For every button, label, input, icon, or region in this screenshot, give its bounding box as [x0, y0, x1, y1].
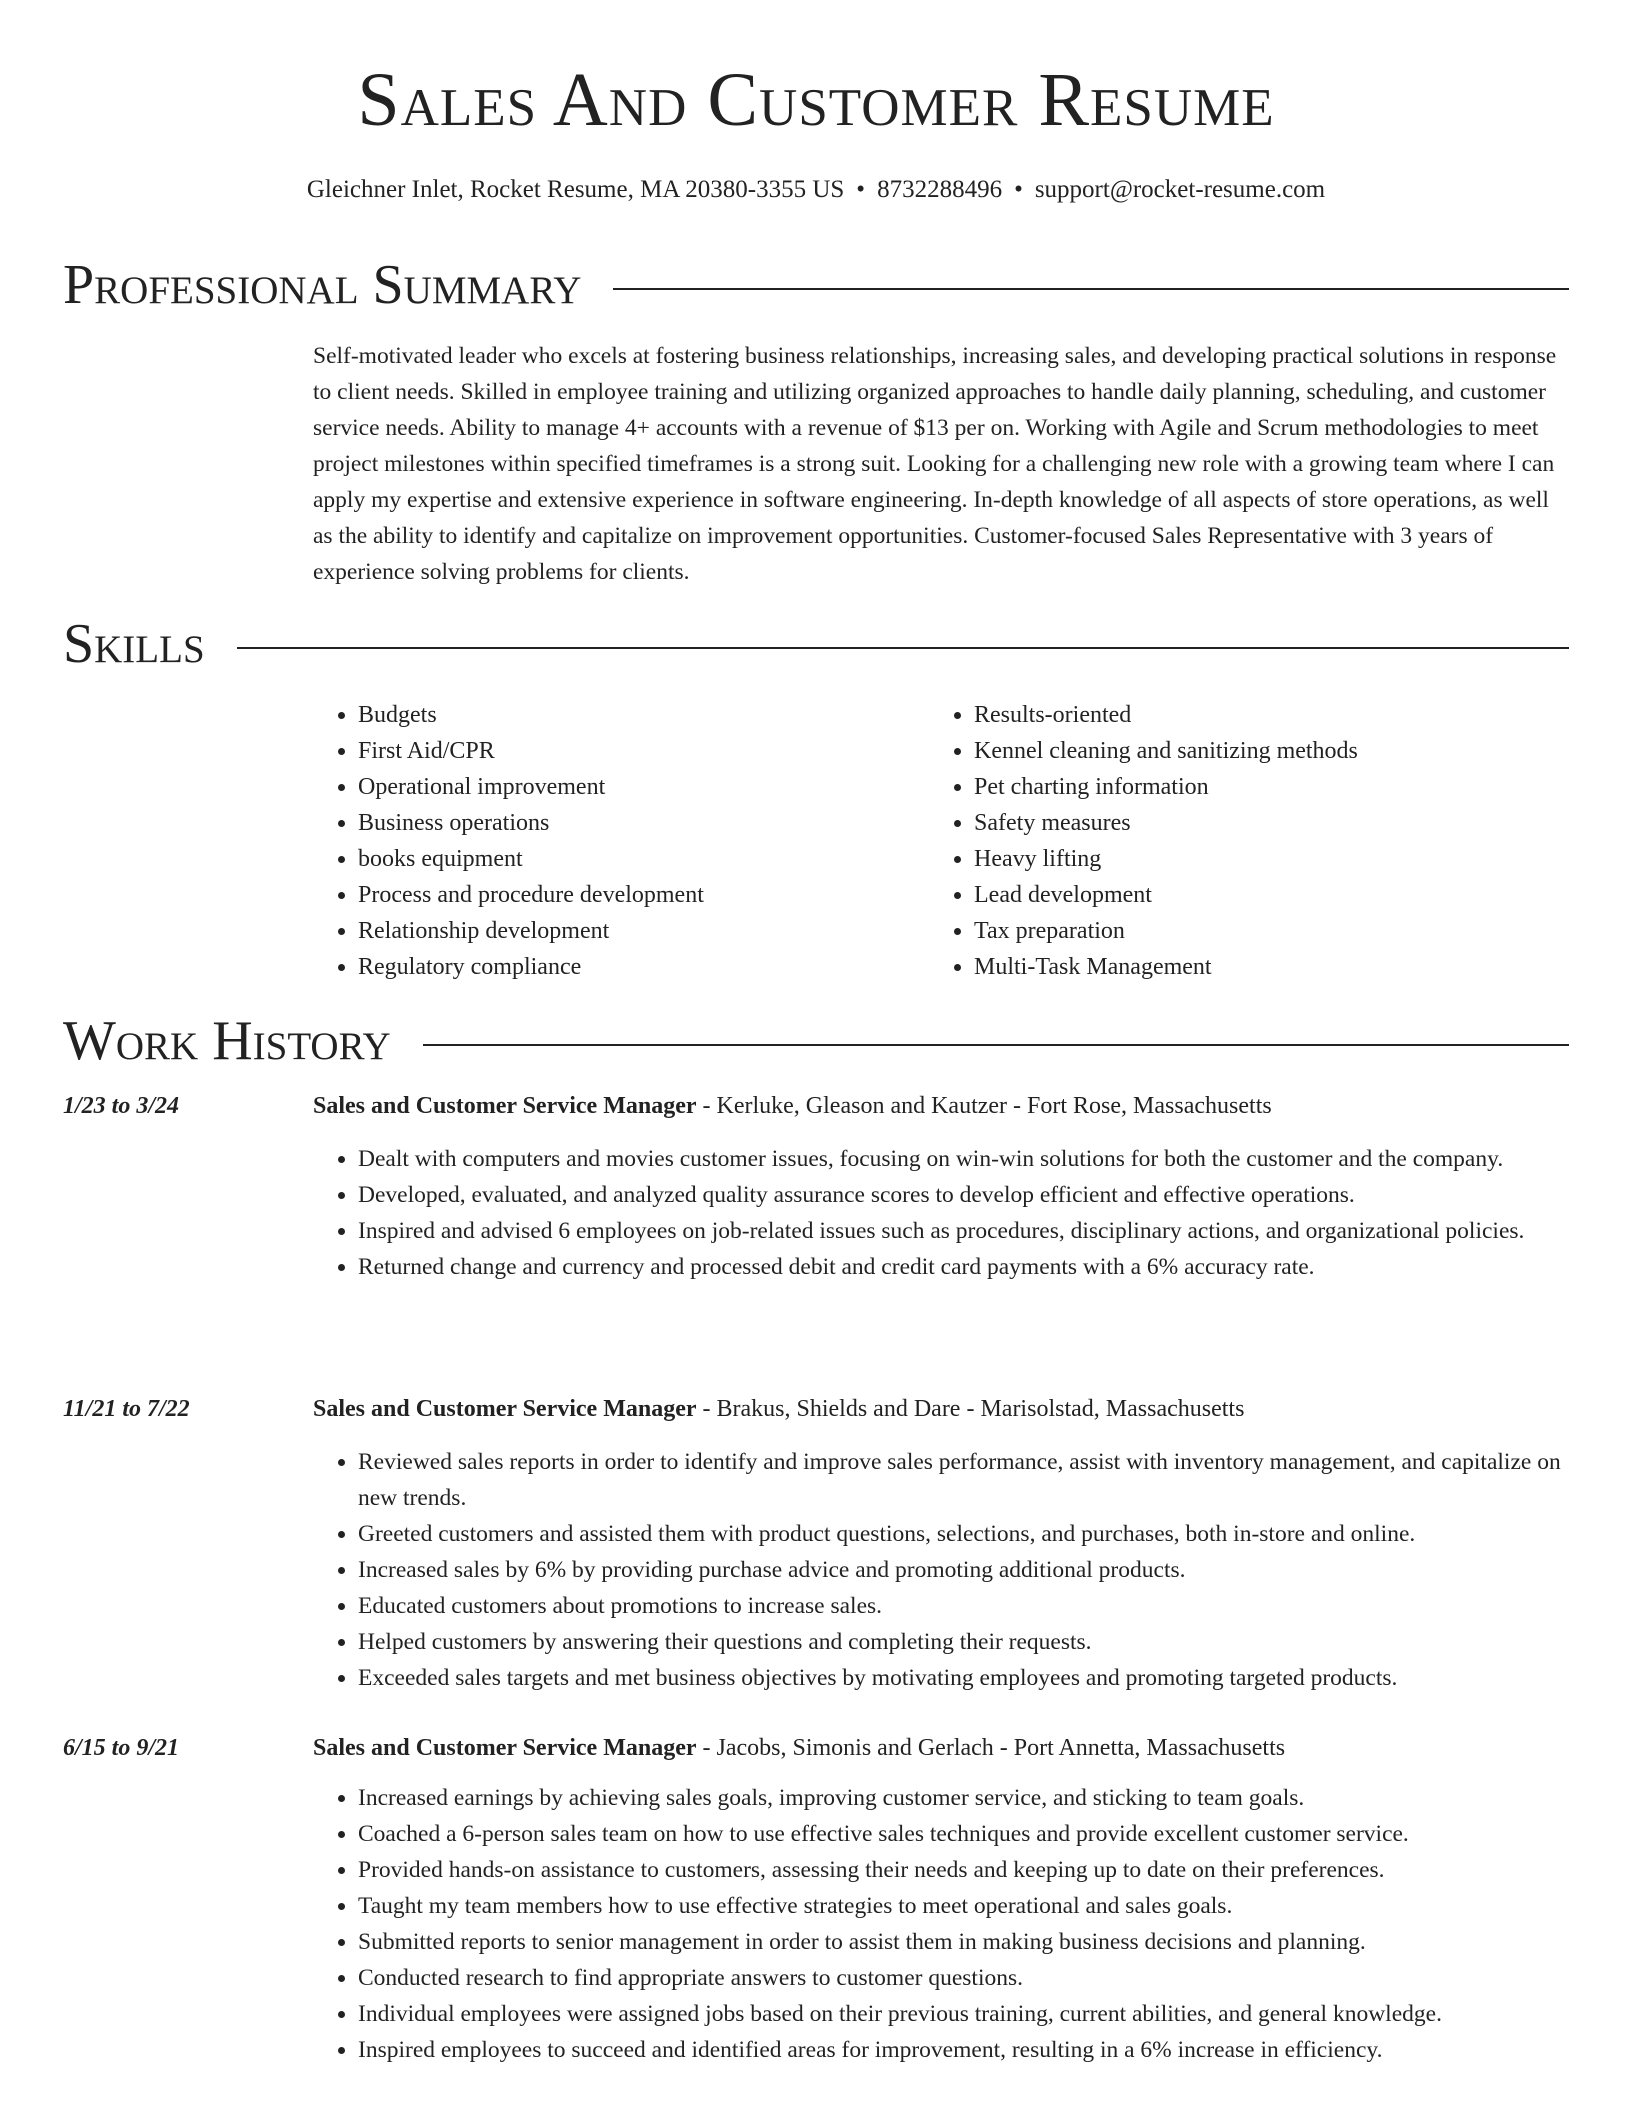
skills-heading: [63, 613, 1569, 675]
skills-column-left: [313, 697, 704, 985]
job-duty: • Taught my team members how to use effective strategies to meet operational and sales goals.: [358, 1888, 1583, 1924]
job-duty: • Conducted research to find appropriate answers to customer questions.: [358, 1960, 1583, 1996]
skill-item: • First Aid/CPR: [358, 733, 704, 769]
job-duty: • Developed, evaluated, and analyzed quality assurance scores to develop efficient and effective operations.: [358, 1177, 1583, 1213]
work-history-heading: [63, 1010, 1569, 1072]
job-duty: • Dealt with computers and movies customer issues, focusing on win-win solutions for both the customer and the company.: [358, 1141, 1583, 1177]
job-duty: • Provided hands-on assistance to customers, assessing their needs and keeping up to date on their preferences.: [358, 1852, 1583, 1888]
skill-item: • Business operations: [358, 805, 704, 841]
section-divider: [237, 647, 1569, 649]
job-duties: [313, 1780, 1583, 2068]
job-role: Sales and Customer Service Manager: [313, 1735, 697, 1761]
job-heading: [313, 1730, 1285, 1766]
work-history-title: Work History: [63, 1010, 391, 1072]
job-role: Sales and Customer Service Manager: [313, 1396, 697, 1422]
skill-item: • Results-oriented: [974, 697, 1358, 733]
job-role: Sales and Customer Service Manager: [313, 1093, 697, 1119]
skill-item: • Multi-Task Management: [974, 949, 1358, 985]
skills-title: Skills: [63, 613, 205, 675]
skill-item: • books equipment: [358, 841, 704, 877]
skills-column-right: [929, 697, 1358, 985]
job-duty: • Greeted customers and assisted them with product questions, selections, and purchases, both in-store and online.: [358, 1516, 1583, 1552]
job-employer: - Brakus, Shields and Dare - Marisolstad, Massachusetts: [696, 1396, 1245, 1422]
summary-heading: [63, 254, 1569, 316]
contact-email[interactable]: support@rocket-resume.com: [1034, 176, 1326, 203]
job-duty: • Coached a 6-person sales team on how to use effective sales techniques and provide excellent customer service.: [358, 1816, 1583, 1852]
skill-item: • Heavy lifting: [974, 841, 1358, 877]
skill-item: • Tax preparation: [974, 913, 1358, 949]
job-duties: [313, 1444, 1583, 1696]
job-duty: • Increased earnings by achieving sales goals, improving customer service, and sticking to team goals.: [358, 1780, 1583, 1816]
job-duties: [313, 1141, 1583, 1285]
job-heading: [313, 1088, 1272, 1124]
skill-item: • Budgets: [358, 697, 704, 733]
job-dates: 6/15 to 9/21: [63, 1735, 180, 1761]
job-duty: • Submitted reports to senior management in order to assist them in making business decisions and planning.: [358, 1924, 1583, 1960]
contact-separator: •: [1014, 176, 1023, 203]
job-duty: • Individual employees were assigned jobs based on their previous training, current abilities, and general knowledge.: [358, 1996, 1583, 2032]
job-employer: - Kerluke, Gleason and Kautzer - Fort Rose, Massachusetts: [696, 1093, 1272, 1119]
job-duty: • Inspired and advised 6 employees on job-related issues such as procedures, disciplinary actions, and organizational policies.: [358, 1213, 1583, 1249]
job-employer: - Jacobs, Simonis and Gerlach - Port Annetta, Massachusetts: [696, 1735, 1286, 1761]
contact-separator: •: [856, 176, 866, 203]
contact-phone: 8732288496: [877, 176, 1003, 203]
job-duty: • Exceeded sales targets and met business objectives by motivating employees and promoting targeted products.: [358, 1660, 1583, 1696]
job-duty: • Increased sales by 6% by providing purchase advice and promoting additional products.: [358, 1552, 1583, 1588]
job-duty: • Returned change and currency and processed debit and credit card payments with a 6% accuracy rate.: [358, 1249, 1583, 1285]
job-duty: • Educated customers about promotions to increase sales.: [358, 1588, 1583, 1624]
job-dates: 1/23 to 3/24: [63, 1093, 180, 1119]
job-duty: • Reviewed sales reports in order to identify and improve sales performance, assist with inventory management, and capitalize on new trends.: [358, 1444, 1583, 1516]
job-duty: • Helped customers by answering their questions and completing their requests.: [358, 1624, 1583, 1660]
skill-item: • Kennel cleaning and sanitizing methods: [974, 733, 1358, 769]
skill-item: • Lead development: [974, 877, 1358, 913]
job-dates: 11/21 to 7/22: [63, 1396, 190, 1422]
skill-item: • Operational improvement: [358, 769, 704, 805]
section-divider: [613, 288, 1569, 290]
summary-title: Professional Summary: [63, 254, 582, 316]
section-divider: [423, 1044, 1569, 1046]
skill-item: • Safety measures: [974, 805, 1358, 841]
skill-item: • Relationship development: [358, 913, 704, 949]
contact-address: Gleichner Inlet, Rocket Resume, MA 20380-3355 US: [306, 176, 845, 203]
contact-line: [0, 174, 1632, 206]
job-duty: • Inspired employees to succeed and identified areas for improvement, resulting in a 6% increase in efficiency.: [358, 2032, 1583, 2068]
job-heading: [313, 1391, 1244, 1427]
summary-text: Self-motivated leader who excels at fostering business relationships, increasing sales, and developing practical solutions in response to client needs. Skilled in employee training and utilizing organized approaches to handle daily planning, scheduling, and customer service needs. Ability to manage 4+ accounts with a revenue of $13 per on. Working with Agile and Scrum methodologies to meet project milestones within specified timeframes is a strong suit. Looking for a challenging new role with a growing team where I can apply my expertise and extensive experience in software engineering. In-depth knowledge of all aspects of store operations, as well as the ability to identify and capitalize on improvement opportunities. Customer-focused Sales Representative with 3 years of experience solving problems for clients.: [313, 343, 1557, 585]
skill-item: • Pet charting information: [974, 769, 1358, 805]
skill-item: • Regulatory compliance: [358, 949, 704, 985]
resume-name: Sales And Customer Resume: [357, 58, 1275, 142]
skill-item: • Process and procedure development: [358, 877, 704, 913]
